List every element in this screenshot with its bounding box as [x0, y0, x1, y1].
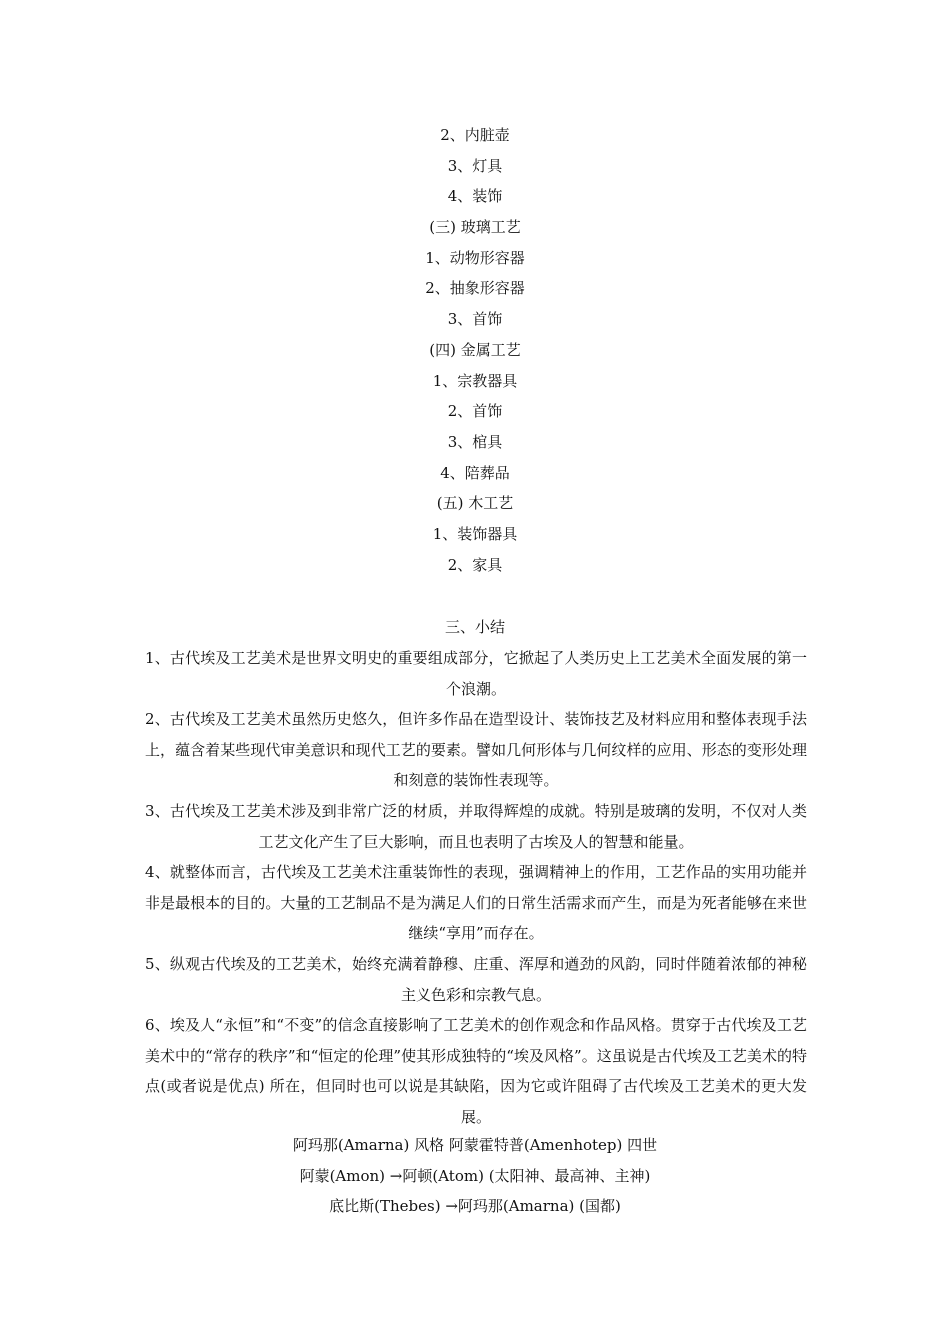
outline-item: 3、灯具	[447, 156, 503, 175]
outline-item: 2、首饰	[447, 402, 503, 421]
outline-item: 2、内脏壶	[440, 126, 510, 144]
summary-paragraph: 3、古代埃及工艺美术涉及到非常广泛的材质，并取得辉煌的成就。特别是玻璃的发明，不仅对人类工艺文化产生了巨大影响，而且也表明了古埃及人的智慧和能量。	[145, 801, 807, 851]
outline-heading-wood: (五) 木工艺	[436, 494, 514, 513]
summary-paragraph: 1、古代埃及工艺美术是世界文明史的重要组成部分，它掀起了人类历史上工艺美术全面发展的第一个浪潮。	[145, 649, 807, 698]
summary-paragraph: 6、埃及人“永恒”和“不变”的信念直接影响了工艺美术的创作观念和作品风格。贯穿于古代埃及工艺美术中的“常存的秩序”和“恒定的伦理”使其形成独特的“埃及风格”。这虽说是古代埃及工艺美术的特点(或者说是优点) 所在，但同时也可以说是其缺陷，因为它或许阻碍了古代埃及工艺美术的更大发展。	[145, 1016, 807, 1126]
outline-item: 3、棺具	[447, 432, 503, 451]
summary-paragraph: 4、就整体而言，古代埃及工艺美术注重装饰性的表现，强调精神上的作用，工艺作品的实用功能并非是最根本的目的。大量的工艺制品不是为满足人们的日常生活需求而产生，而是为死者能够在来世继续“享用”而存在。	[145, 863, 807, 943]
outline-item: 1、装饰器具	[432, 524, 518, 543]
amarna-notes	[0, 1130, 950, 1222]
outline-item: 2、家具	[447, 555, 503, 574]
summary-section	[145, 643, 807, 1133]
note-line: 阿蒙(Amon) →阿顿(Atom) (太阳神、最高神、主神)	[299, 1166, 651, 1185]
outline-item: 1、宗教器具	[432, 371, 518, 390]
summary-title: 三、小结	[444, 618, 505, 636]
summary-paragraph: 5、纵观古代埃及的工艺美术，始终充满着静穆、庄重、浑厚和遒劲的风韵，同时伴随着浓郁的神秘主义色彩和宗教气息。	[145, 954, 807, 1004]
summary-paragraph: 2、古代埃及工艺美术虽然历史悠久，但许多作品在造型设计、装饰技艺及材料应用和整体表现手法上，蕴含着某些现代审美意识和现代工艺的要素。譬如几何形体与几何纹样的应用、形态的变形处理和刻意的装饰性表现等。	[145, 710, 807, 790]
outline-item: 4、陪葬品	[440, 463, 510, 482]
note-line: 底比斯(Thebes) →阿玛那(Amarna) (国都)	[329, 1197, 621, 1215]
craft-outline-list	[0, 120, 950, 580]
outline-heading-metal: (四) 金属工艺	[429, 340, 521, 359]
outline-item: 3、首饰	[447, 310, 503, 329]
outline-item: 4、装饰	[447, 187, 503, 206]
outline-heading-glass: (三) 玻璃工艺	[429, 218, 521, 237]
outline-item: 2、抽象形容器	[425, 279, 525, 298]
outline-item: 1、动物形容器	[425, 248, 525, 267]
note-line: 阿玛那(Amarna) 风格 阿蒙霍特普(Amenhotep) 四世	[292, 1136, 658, 1154]
